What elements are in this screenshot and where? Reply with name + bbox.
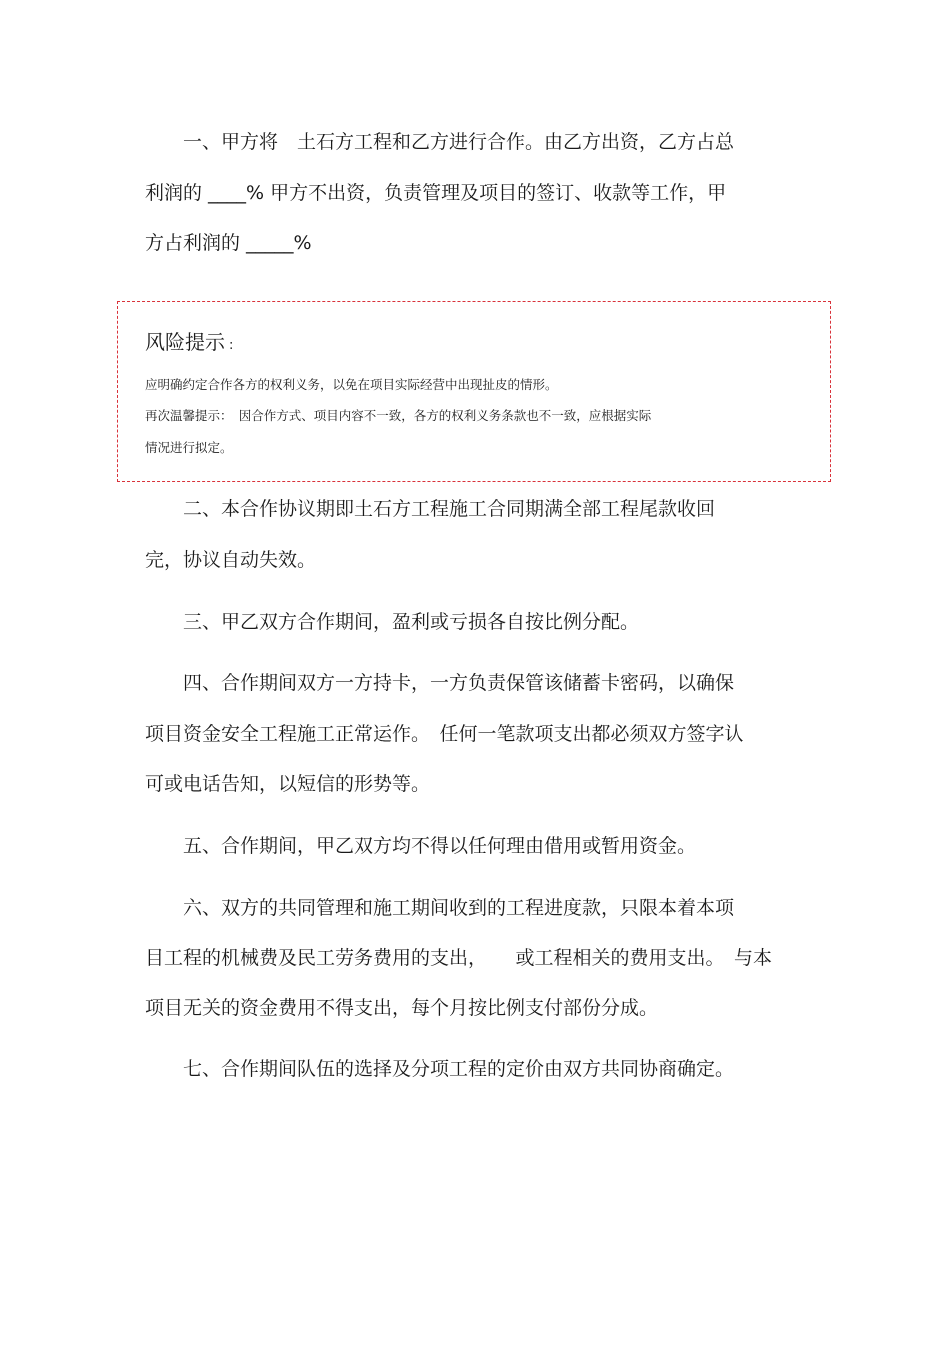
clause-6-line-2: 目工程的机械费及民工劳务费用的支出， 或工程相关的费用支出。 与本	[145, 947, 773, 969]
clause-6-line-1: 六、双方的共同管理和施工期间收到的工程进度款，只限本着本项	[183, 897, 735, 919]
risk-notice-title	[145, 328, 233, 360]
clause-2-line-2: 完，协议自动失效。	[145, 549, 317, 571]
risk-notice-box	[117, 301, 831, 482]
clause-1-line-1: 一、甲方将 土石方工程和乙方进行合作。由乙方出资，乙方占总	[183, 131, 735, 153]
clause-5-line-1: 五、合作期间，甲乙双方均不得以任何理由借用或暂用资金。	[183, 835, 697, 857]
clause-1-line-2: 利润的 ____% 甲方不出资，负责管理及项目的签订、收款等工作，甲	[145, 182, 727, 204]
risk-notice-line-3: 情况进行拟定。	[145, 440, 233, 455]
clause-4-line-1: 四、合作期间双方一方持卡，一方负责保管该储蓄卡密码，以确保	[183, 672, 735, 694]
risk-notice-line-1: 应明确约定合作各方的权利义务，以免在项目实际经营中出现扯皮的情形。	[145, 377, 558, 392]
clause-2-line-1: 二、本合作协议期即土石方工程施工合同期满全部工程尾款收回	[183, 498, 716, 520]
risk-title-text: 风险提示	[145, 330, 225, 354]
clause-1-line-3: 方占利润的 _____%	[145, 232, 312, 254]
clause-7-line-1: 七、合作期间队伍的选择及分项工程的定价由双方共同协商确定。	[183, 1058, 735, 1080]
risk-notice-line-2: 再次温馨提示： 因合作方式、项目内容不一致，各方的权利义务条款也不一致，应根据实际	[145, 408, 652, 423]
clause-4-line-3: 可或电话告知，以短信的形势等。	[145, 773, 431, 795]
risk-title-colon: :	[229, 338, 234, 353]
clause-3-line-1: 三、甲乙双方合作期间，盈利或亏损各自按比例分配。	[183, 611, 640, 633]
clause-6-line-3: 项目无关的资金费用不得支出，每个月按比例支付部份分成。	[145, 997, 659, 1019]
clause-4-line-2: 项目资金安全工程施工正常运作。 任何一笔款项支出都必须双方签字认	[145, 723, 744, 745]
